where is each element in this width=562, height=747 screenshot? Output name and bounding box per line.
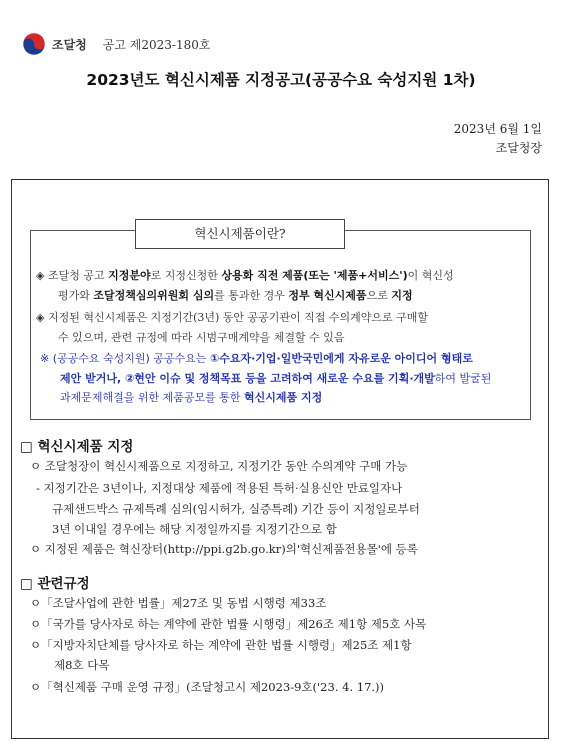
page-title: 2023년도 혁신시제품 지정공고(공공수요 숙성지원 1차) <box>86 71 476 89</box>
definition-bullet-2-line-1: ◈ 지정된 혁신시제품은 지정기간(3년) 동안 공공기관이 직접 수의계약으로 구매할 <box>36 311 429 324</box>
definition-note-line-3: 과제문제해결을 위한 제품공모를 통한 혁신시제품 지정 <box>60 391 323 404</box>
section1-line-5: ㅇ 지정된 제품은 혁신장터(http://ppi.g2b.go.kr)의'혁신제품전용몰'에 등록 <box>30 542 418 556</box>
definition-note-line-1: ※ (공공수요 숙성지원) 공공수요는 ①수요자·기업·일반국민에게 자유로운 아이디어 형태로 <box>40 352 473 365</box>
issuer: 조달청장 <box>495 141 542 155</box>
section-heading-designation: □ 혁신시제품 지정 <box>20 439 134 455</box>
agency-name: 조달청 <box>52 37 87 52</box>
definition-bullet-2-line-2: 수 있으며, 관련 규정에 따라 시범구매계약을 체결할 수 있음 <box>58 331 345 344</box>
definition-box-title: 혁신시제품이란? <box>135 219 345 249</box>
section2-line-1: ㅇ「조달사업에 관한 법률」제27조 및 동법 시행령 제33조 <box>30 596 327 610</box>
definition-bullet-1-line-1: ◈ 조달청 공고 지정분야로 지정신청한 상용화 직전 제품(또는 '제품+서비스')이 혁신성 <box>36 269 454 282</box>
section2-line-4: 제8호 다목 <box>54 658 110 672</box>
notice-header <box>22 32 210 56</box>
notice-number: 공고 제2023-180호 <box>102 37 211 52</box>
definition-bullet-1-line-2: 평가와 조달정책심의위원회 심의를 통과한 경우 정부 혁신시제품으로 지정 <box>58 289 413 302</box>
section2-line-2: ㅇ「국가를 당사자로 하는 계약에 관한 법률 시행령」제26조 제1항 제5호 사목 <box>30 617 427 631</box>
section2-line-5: ㅇ「혁신제품 구매 운영 규정」(조달청고시 제2023-9호('23. 4. 17.)) <box>30 680 385 694</box>
section2-line-3: ㅇ「지방자치단체를 당사자로 하는 계약에 관한 법률 시행령」제25조 제1항 <box>30 638 412 652</box>
section1-line-4: 3년 이내일 경우에는 해당 지정일까지를 지정기간으로 함 <box>52 522 337 536</box>
notice-date: 2023년 6월 1일 <box>453 122 542 136</box>
section1-line-1: ㅇ 조달청장이 혁신시제품으로 지정하고, 지정기간 동안 수의계약 구매 가능 <box>30 459 408 473</box>
definition-note-line-2: 제안 받거나, ②현안 이슈 및 정책목표 등을 고려하여 새로운 수요를 기획·개발하여 발굴된 <box>60 372 492 385</box>
section1-line-3: 규제샌드박스 규제특례 심의(임시허가, 실증특례) 기간 등이 지정일로부터 <box>52 502 420 516</box>
section1-line-2: - 지정기간은 3년이나, 지정대상 제품에 적용된 특허·실용신안 만료일자나 <box>36 481 403 495</box>
section-heading-regulations: □ 관련규정 <box>20 576 90 592</box>
taegeuk-logo-icon <box>22 32 46 56</box>
